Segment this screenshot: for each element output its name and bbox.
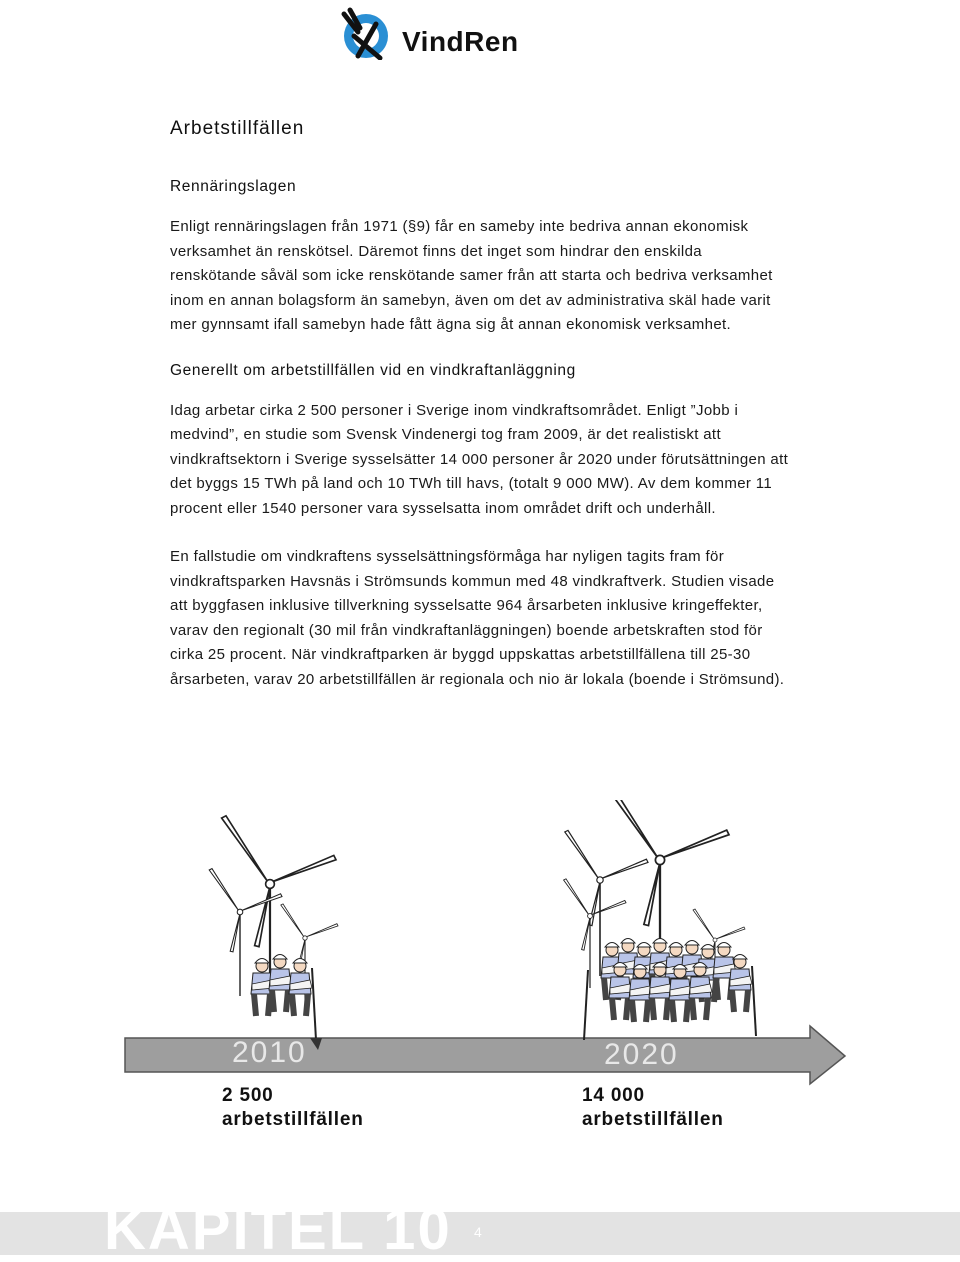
jobs-2020-number: 14 000: [582, 1085, 645, 1106]
year-2020-label: 2020: [604, 1038, 679, 1071]
jobs-2010-number: 2 500: [222, 1085, 274, 1106]
turbines-timeline-illustration: [0, 800, 960, 1140]
paragraph: En fallstudie om vindkraftens sysselsättningsförmåga har nyligen tagits fram för vindkraftsparken Havsnäs i Strömsunds kommun med 48 vindkraftverk. Studien visade att byggfasen inklusive tillverkning sysselsatte 964 årsarbeten inklusive kringeffekter, varav den regionalt (30 mil från vindkraftanläggningen) boende arbetskraften stod för cirka 25 procent. När vindkraftparken är byggd uppskattas arbetstillfällena till 25-30 årsarbeten, varav 20 arbetstillfällen är regionala och nio är lokala (boende i Strömsund).: [170, 548, 785, 688]
section-heading-rennaringslagen: Rennäringslagen: [170, 178, 297, 195]
logo-text: VindRen: [402, 26, 519, 57]
paragraph: Idag arbetar cirka 2 500 personer i Sverige inom vindkraftsområdet. Enligt ”Jobb i medvind”, en studie som Svensk Vindenergi tog fram 2009, är det realistiskt att vindkraftsektorn i Sverige sysselsätter 14 000 personer år 2020 under förutsättningen att det byggs 15 TWh på land och 10 TWh till havs, (totalt 9 000 MW). Av dem kommer 11 procent eller 1540 personer vara sysselsatta inom området drift och underhåll.: [170, 401, 789, 517]
logo-mark-icon: [336, 6, 400, 60]
jobs-2020-label: arbetstillfällen: [582, 1109, 724, 1130]
jobs-2010: [222, 1084, 364, 1132]
jobs-2020: [582, 1084, 724, 1132]
section-heading-generellt: Generellt om arbetstillfällen vid en vindkraftanläggning: [170, 361, 576, 379]
year-2010-label: 2010: [232, 1036, 307, 1069]
chapter-label: KAPITEL 10: [104, 1197, 452, 1262]
paragraph: Enligt rennäringslagen från 1971 (§9) får en sameby inte bedriva annan ekonomisk verksamhet än renskötsel. Däremot finns det inget som hindrar den enskilda renskötande såväl som icke renskötande samer från att starta och bedriva verksamhet inom en annan bolagsform än samebyn, även om det av administrativa skäl hade varit mer gynnsamt ifall samebyn hade fått ägna sig åt annan ekonomisk verksamhet.: [170, 218, 773, 333]
jobs-2010-label: arbetstillfällen: [222, 1109, 364, 1130]
article: [170, 118, 790, 716]
page-number: 4: [474, 1224, 482, 1240]
vindren-logo: [336, 6, 546, 60]
wind-jobs-illustration: [0, 800, 960, 1140]
page-title: Arbetstillfällen: [170, 118, 305, 139]
